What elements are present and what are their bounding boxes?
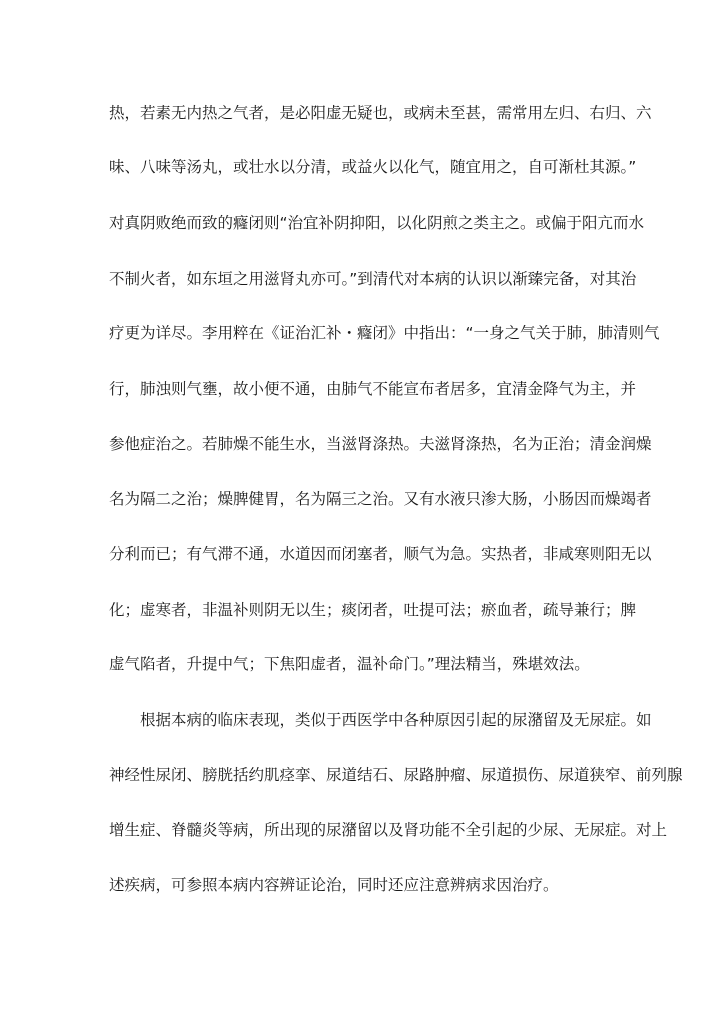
paragraph-line: 不制火者，如东垣之用滋肾丸亦可。”到清代对本病的认识以渐臻完备，对其治: [109, 270, 637, 288]
paragraph-line: 增生症、脊髓炎等病，所出现的尿潴留以及肾功能不全引起的少尿、无尿症。对上: [109, 821, 668, 839]
paragraph-line: 行，肺浊则气壅，故小便不通，由肺气不能宣布者居多，宜清金降气为主，并: [109, 380, 637, 398]
paragraph-line: 疗更为详尽。李用粹在《证治汇补・癃闭》中指出：“一身之气关于肺，肺清则气: [109, 324, 660, 342]
paragraph-line: 虚气陷者，升提中气；下焦阳虚者，温补命门。”理法精当，殊堪效法。: [109, 655, 590, 673]
paragraph-line: 神经性尿闭、膀胱括约肌痉挛、尿道结石、尿路肿瘤、尿道损伤、尿道狭窄、前列腺: [109, 766, 683, 784]
paragraph-line: 参他症治之。若肺燥不能生水，当滋肾涤热。夫滋肾涤热，名为正治；清金润燥: [109, 435, 652, 453]
paragraph-line: 述疾病，可参照本病内容辨证论治，同时还应注意辨病求因治疗。: [109, 876, 559, 894]
paragraph-line: 热，若素无内热之气者，是必阳虚无疑也，或病未至甚，需常用左归、右归、六: [109, 104, 652, 122]
paragraph-line: 名为隔二之治；燥脾健胃，名为隔三之治。又有水液只渗大肠，小肠因而燥竭者: [109, 490, 652, 508]
paragraph-first-line: 根据本病的临床表现，类似于西医学中各种原因引起的尿潴留及无尿症。如: [140, 711, 652, 729]
paragraph-line: 分利而已；有气滞不通，水道因而闭塞者，顺气为急。实热者，非咸寒则阳无以: [109, 545, 652, 563]
paragraph-line: 化；虚寒者，非温补则阴无以生；痰闭者，吐提可法；瘀血者，疏导兼行；脾: [109, 601, 637, 619]
paragraph-line: 对真阴败绝而致的癃闭则“治宜补阴抑阳，以化阴煎之类主之。或偏于阳亢而水: [109, 214, 645, 232]
paragraph-line: 味、八味等汤丸，或壮水以分清，或益火以化气，随宜用之，自可渐杜其源。”: [109, 158, 637, 176]
